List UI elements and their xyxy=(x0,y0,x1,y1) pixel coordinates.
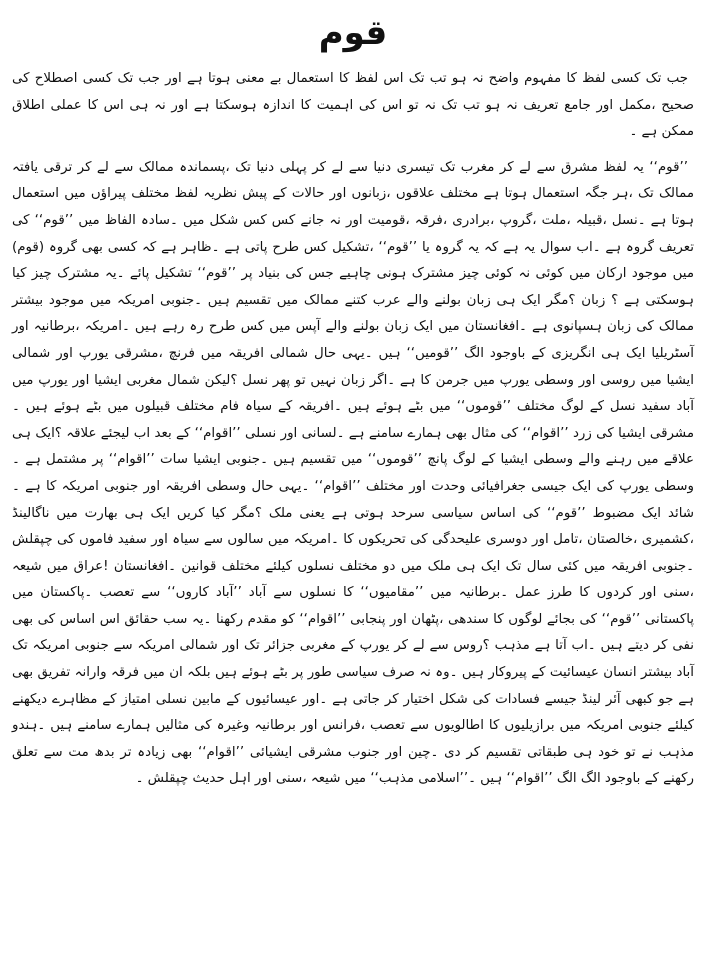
main-paragraph: ’’قوم‘‘ یہ لفظ مشرق سے لے کر مغرب تک تیسری دنیا سے لے کر پہلی دنیا تک ،پسماندہ ممالک سے لے کر ترقی یافتہ ممالک تک ،ہر جگہ استعمال ہوتا ہے مختلف علاقوں ،زبانوں اور حالات کے پیش نظریہ لفظ مختلف پیراؤں میں استعمال ہوتا ہے ۔نسل ،قبیلہ ،ملت ،گروپ ،برادری ،فرقہ ،قومیت اور نہ جانے کس کس شکل میں ۔سادہ الفاظ میں ’’قوم‘‘ کی تعریف گروہ ہے ۔اب سوال یہ ہے کہ یہ گروہ یا ’’قوم‘‘ ،تشکیل کس طرح پاتی ہے ۔ظاہر ہے کہ کسی بھی گروہ (قوم) میں موجود ارکان میں کوئی نہ کوئی چیز مشترک ہونی چاہیے جس کی بنیاد پر ’’قوم‘‘ تشکیل پائے ۔یہ مشترک چیز کیا ہوسکتی ہے ؟ زبان ؟مگر ایک ہی زبان بولنے والے عرب کتنے ممالک میں تقسیم ہیں ۔جنوبی امریکہ میں موجود بیشتر ممالک کی زبان ہسپانوی ہے ۔افغانستان میں ایک زبان بولنے والے آپس میں کس طرح رہ رہے ہیں ۔امریکہ ،برطانیہ اور آسٹریلیا ایک ہی انگریزی کے باوجود الگ ’’قومیں‘‘ ہیں ۔یہی حال شمالی افریقہ میں فرنچ ،مشرقی یورپ اور شمالی ایشیا میں روسی اور وسطی یورپ میں جرمن کا ہے ۔اگر زبان نہیں تو پھر نسل ؟لیکن شمال مغربی ایشیا اور یورپ میں آباد سفید نسل کے لوگ مختلف ’’قوموں‘‘ میں بٹے ہوئے ہیں ۔افریقہ کے سیاہ فام مختلف قبیلوں میں بٹے ہوئے ہیں ۔مشرقی ایشیا کی زرد ’’اقوام‘‘ کی مثال بھی ہمارے سامنے ہے ۔لسانی اور نسلی ’’اقوام‘‘ کے بعد اب لیجئے علاقہ ؟ایک ہی علاقے میں رہنے والے وسطی ایشیا کے لوگ پانچ ’’قوموں‘‘ میں تقسیم ہیں ۔جنوبی ایشیا سات ’’اقوام‘‘ پر مشتمل ہے ۔وسطی یورپ کی ایک جیسی جغرافیائی وحدت اور مختلف ’’اقوام‘‘ ۔یہی حال وسطی افریقہ اور جنوبی امریکہ کا ہے ۔شائد ایک مضبوط ’’قوم‘‘ کی اساس سیاسی سرحد ہوتی ہے یعنی ملک ؟مگر کیا کریں ایک ہی بھارت میں ناگالینڈ ،کشمیری ،خالصتان ،تامل اور دوسری علیحدگی کی تحریکوں کا ۔امریکہ میں سالوں سے سیاہ اور سفید فاموں کی چپقلش ۔جنوبی افریقہ میں کئی سال تک ایک ہی ملک میں دو مختلف نسلوں کیلئے مختلف قوانین ۔افغانستان !عراق میں شیعہ ،سنی اور کردوں کا طرز عمل ۔برطانیہ میں ’’مقامیوں‘‘ کا نسلوں سے آباد ’’آباد کاروں‘‘ سے تعصب ۔پاکستان میں پاکستانی ’’قوم‘‘ کی بجائے لوگوں کا سندھی ،پٹھان اور پنجابی ’’اقوام‘‘ کو مقدم رکھنا ۔یہ سب حقائق اس اساس کی بھی نفی کر دیتے ہیں ۔اب آتا ہے مذہب ؟روس سے لے کر یورپ کے مغربی جزائر تک اور شمالی امریکہ سے جنوبی امریکہ تک آباد بیشتر انسان عیسائیت کے پیروکار ہیں ۔وہ نہ صرف سیاسی طور پر بٹے ہوئے ہیں بلکہ ان میں فرقہ وارانہ تفریق بھی ہے جو کبھی آئر لینڈ جیسے فسادات کی شکل اختیار کر جاتی ہے ۔اور عیسائیوں کے مابین نسلی امتیاز کے مظاہرے دیکھنے کیلئے جنوبی امریکہ میں برازیلیوں کا اطالویوں سے تعصب ،فرانس اور برطانیہ وغیرہ کی مثالیں ہمارے سامنے ہیں ۔ہندو مذہب نے تو خود ہی طبقاتی تقسیم کر دی ۔چین اور جنوب مشرقی ایشیائی ’’اقوام‘‘ بھی زیادہ تر بدھ مت سے تعلق رکھنے کے باوجود الگ الگ ’’اقوام‘‘ ہیں ۔’’اسلامی مذہب‘‘ میں شیعہ ،سنی اور اہل حدیث چپقلش ۔ xyxy=(12,159,694,787)
document-title: قوم xyxy=(318,13,388,53)
document-body xyxy=(12,66,694,793)
intro-paragraph: جب تک کسی لفظ کا مفہوم واضح نہ ہو تب تک اس لفظ کا استعمال بے معنی ہوتا ہے اور جب تک کسی اصطلاح کی صحیح ،مکمل اور جامع تعریف نہ ہو تب تک نہ تو اس کی اہمیت کا اندازہ ہوسکتا ہے اور نہ ہی اس کا عملی اطلاق ممکن ہے ۔ xyxy=(12,71,694,140)
